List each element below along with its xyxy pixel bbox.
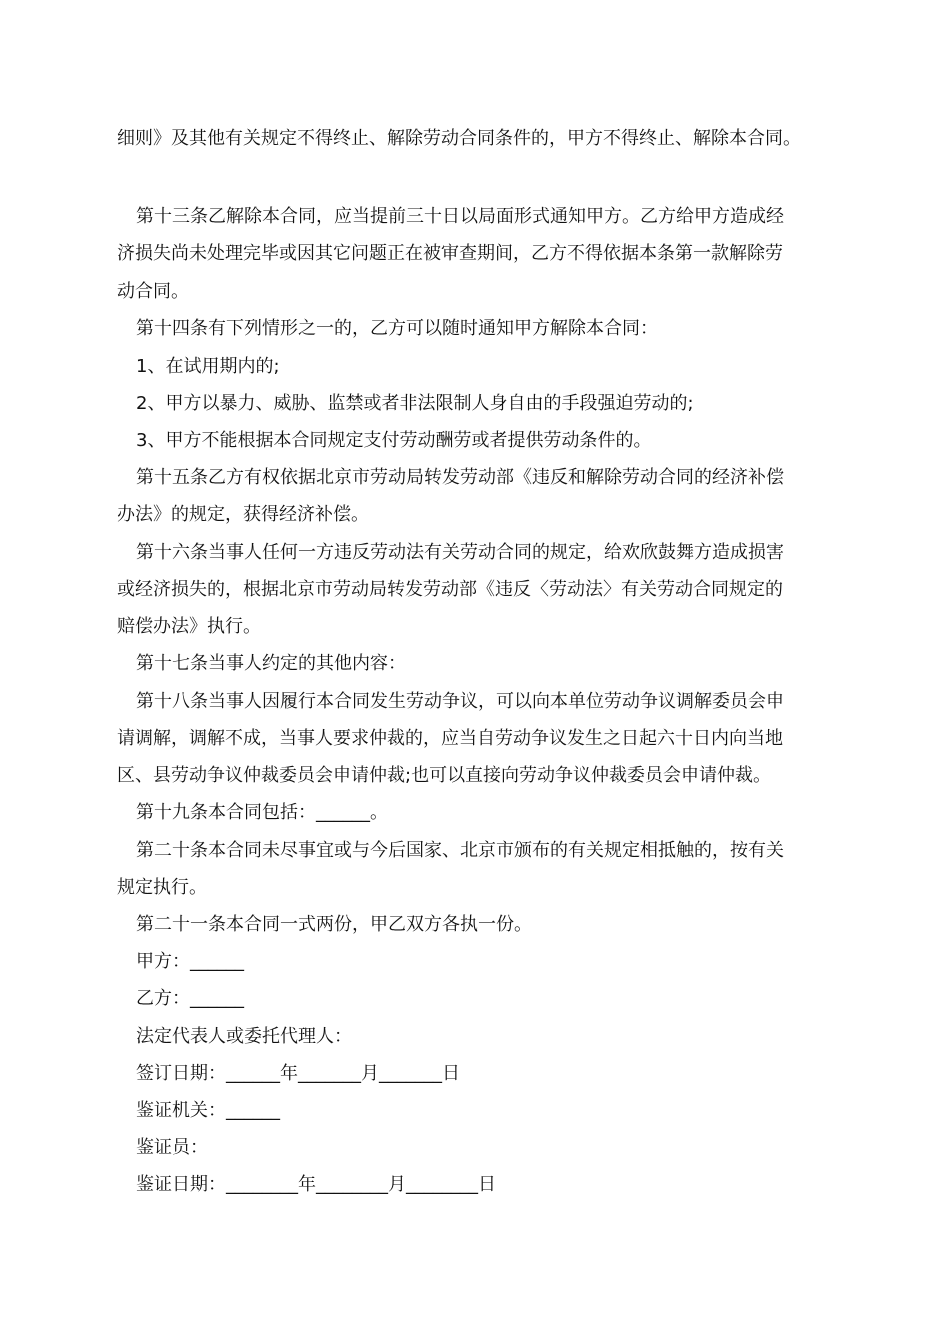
text-line: 1、在试用期内的; bbox=[136, 356, 280, 377]
text-line: 第十四条有下列情形之一的，乙方可以随时通知甲方解除本合同： bbox=[136, 318, 658, 339]
text-line: 3、甲方不能根据本合同规定支付劳动酬劳或者提供劳动条件的。 bbox=[136, 430, 652, 451]
text-line: 第十六条当事人任何一方违反劳动法有关劳动合同的规定，给欢欣鼓舞方造成损害 bbox=[136, 542, 784, 563]
signature-line-party-b: 乙方：______ bbox=[136, 988, 244, 1009]
text-line: 第十九条本合同包括：______。 bbox=[136, 802, 388, 823]
text-line: 办法》的规定，获得经济补偿。 bbox=[117, 504, 369, 525]
text-line: 第十七条当事人约定的其他内容： bbox=[136, 653, 406, 674]
text-line: 规定执行。 bbox=[117, 877, 207, 898]
text-line: 济损失尚未处理完毕或因其它问题正在被审查期间，乙方不得依据本条第一款解除劳 bbox=[117, 243, 783, 264]
text-line: 第二十条本合同未尽事宜或与今后国家、北京市颁布的有关规定相抵触的，按有关 bbox=[136, 840, 784, 861]
text-line: 请调解，调解不成，当事人要求仲裁的，应当自劳动争议发生之日起六十日内向当地 bbox=[117, 728, 783, 749]
text-line: 区、县劳动争议仲裁委员会申请仲裁;也可以直接向劳动争议仲裁委员会申请仲裁。 bbox=[117, 765, 772, 786]
text-line: 第二十一条本合同一式两份，甲乙双方各执一份。 bbox=[136, 914, 532, 935]
text-line: 赔偿办法》执行。 bbox=[117, 616, 261, 637]
verification-authority-line: 鉴证机关：______ bbox=[136, 1100, 280, 1121]
text-line: 第十八条当事人因履行本合同发生劳动争议，可以向本单位劳动争议调解委员会申 bbox=[136, 691, 784, 712]
signing-date-line: 签订日期：______年_______月_______日 bbox=[136, 1063, 460, 1084]
legal-representative-line: 法定代表人或委托代理人： bbox=[136, 1026, 352, 1047]
text-line: 第十五条乙方有权依据北京市劳动局转发劳动部《违反和解除劳动合同的经济补偿 bbox=[136, 467, 784, 488]
signature-line-party-a: 甲方：______ bbox=[136, 951, 244, 972]
verifier-line: 鉴证员： bbox=[136, 1137, 208, 1158]
text-line: 细则》及其他有关规定不得终止、解除劳动合同条件的，甲方不得终止、解除本合同。 bbox=[117, 128, 801, 149]
text-line: 第十三条乙解除本合同，应当提前三十日以局面形式通知甲方。乙方给甲方造成经 bbox=[136, 206, 784, 227]
text-line: 2、甲方以暴力、威胁、监禁或者非法限制人身自由的手段强迫劳动的; bbox=[136, 393, 694, 414]
verification-date-line: 鉴证日期：________年________月________日 bbox=[136, 1174, 496, 1195]
text-line: 动合同。 bbox=[117, 281, 189, 302]
text-line: 或经济损失的，根据北京市劳动局转发劳动部《违反〈劳动法〉有关劳动合同规定的 bbox=[117, 579, 783, 600]
